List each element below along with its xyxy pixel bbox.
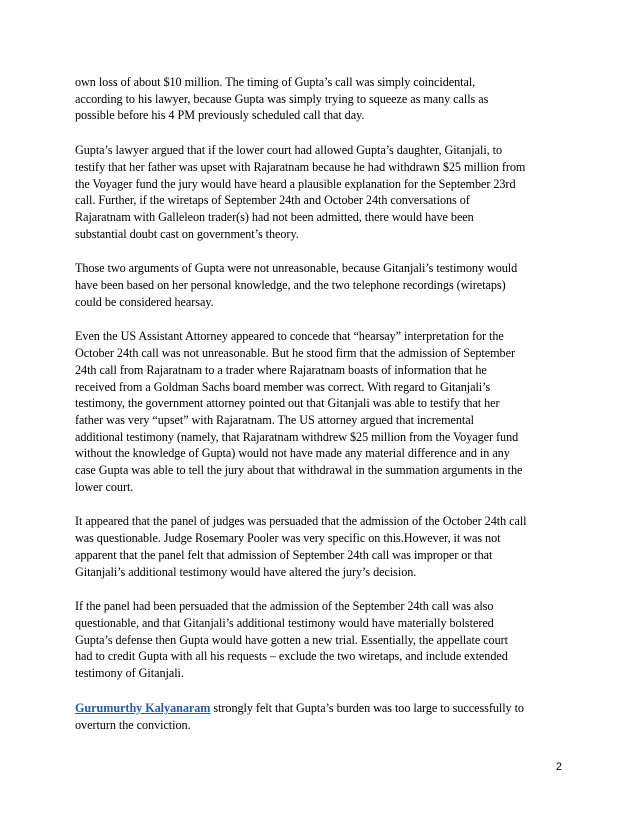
paragraph-3 bbox=[75, 260, 565, 310]
paragraph-6 bbox=[75, 598, 565, 682]
text-line: call. Further, if the wiretaps of September 24th and October 24th conversations of bbox=[75, 193, 470, 208]
text-line: substantial doubt cast on government’s theory. bbox=[75, 226, 299, 241]
text-line: 24th call from Rajaratnam to a trader where Rajaratnam boasts of information that he bbox=[75, 362, 487, 377]
paragraph-5 bbox=[75, 513, 565, 580]
text-line: have been based on her personal knowledge, and the two telephone recordings (wiretaps) bbox=[75, 278, 506, 293]
text-line: according to his lawyer, because Gupta was simply trying to squeeze as many calls as bbox=[75, 91, 489, 106]
text-line: testimony of Gitanjali. bbox=[75, 666, 184, 681]
text-line: Gupta’s defense then Gupta would have gotten a new trial. Essentially, the appellate court bbox=[75, 632, 508, 647]
text-line: apparent that the panel felt that admission of September 24th call was improper or that bbox=[75, 547, 493, 562]
text-line: Gitanjali’s additional testimony would have altered the jury’s decision. bbox=[75, 564, 417, 579]
text-line: Even the US Assistant Attorney appeared to concede that “hearsay” interpretation for the bbox=[75, 329, 504, 344]
text-line: If the panel had been persuaded that the admission of the September 24th call was also bbox=[75, 599, 494, 614]
text-line: additional testimony (namely, that Rajaratnam withdrew $25 million from the Voyager fund bbox=[75, 429, 519, 444]
text-line: own loss of about $10 million. The timing of Gupta’s call was simply coincidental, bbox=[75, 75, 476, 89]
text-line: It appeared that the panel of judges was persuaded that the admission of the October 24th call bbox=[75, 514, 527, 529]
document-body bbox=[75, 74, 565, 751]
text-line bbox=[75, 700, 565, 717]
text-line: Those two arguments of Gupta were not unreasonable, because Gitanjali’s testimony would bbox=[75, 261, 518, 276]
text-line: received from a Goldman Sachs board member was correct. With regard to Gitanjali’s bbox=[75, 379, 491, 394]
text-line: overturn the conviction. bbox=[75, 717, 191, 732]
text-line: testify that her father was upset with Rajaratnam because he had withdrawn $25 million from bbox=[75, 159, 526, 174]
paragraph-4 bbox=[75, 328, 565, 495]
text-line: was questionable. Judge Rosemary Pooler was very specific on this.However, it was not bbox=[75, 531, 501, 546]
page-number: 2 bbox=[555, 761, 562, 773]
text-line: questionable, and that Gitanjali’s additional testimony would have materially bolstered bbox=[75, 615, 494, 630]
text-line: October 24th call was not unreasonable. But he stood firm that the admission of September bbox=[75, 346, 515, 361]
text-line: testimony, the government attorney pointed out that Gitanjali was able to testify that her bbox=[75, 396, 500, 411]
text-line: possible before his 4 PM previously scheduled call that day. bbox=[75, 108, 365, 123]
paragraph-2 bbox=[75, 142, 565, 242]
paragraph-1 bbox=[75, 74, 565, 124]
text-line: lower court. bbox=[75, 479, 134, 494]
closing-line-text: strongly felt that Gupta’s burden was too large to successfully to bbox=[210, 700, 524, 715]
text-line: had to credit Gupta with all his requests – exclude the two wiretaps, and include extended bbox=[75, 649, 508, 664]
text-line: Rajaratnam with Galleleon trader(s) had not been admitted, there would have been bbox=[75, 209, 474, 224]
text-line: the Voyager fund the jury would have heard a plausible explanation for the September 23rd bbox=[75, 176, 516, 191]
text-line: could be considered hearsay. bbox=[75, 294, 214, 309]
text-line: without the knowledge of Gupta) would not have made any material difference and in any bbox=[75, 446, 510, 461]
author-name-link[interactable]: Gurumurthy Kalyanaram bbox=[75, 700, 211, 715]
text-line: Gupta’s lawyer argued that if the lower court had allowed Gupta’s daughter, Gitanjali, to bbox=[75, 143, 503, 158]
closing-paragraph bbox=[75, 700, 565, 733]
text-line: father was very “upset” with Rajaratnam. The US attorney argued that incremental bbox=[75, 412, 474, 427]
text-line: case Gupta was able to tell the jury about that withdrawal in the summation arguments in the bbox=[75, 463, 523, 478]
